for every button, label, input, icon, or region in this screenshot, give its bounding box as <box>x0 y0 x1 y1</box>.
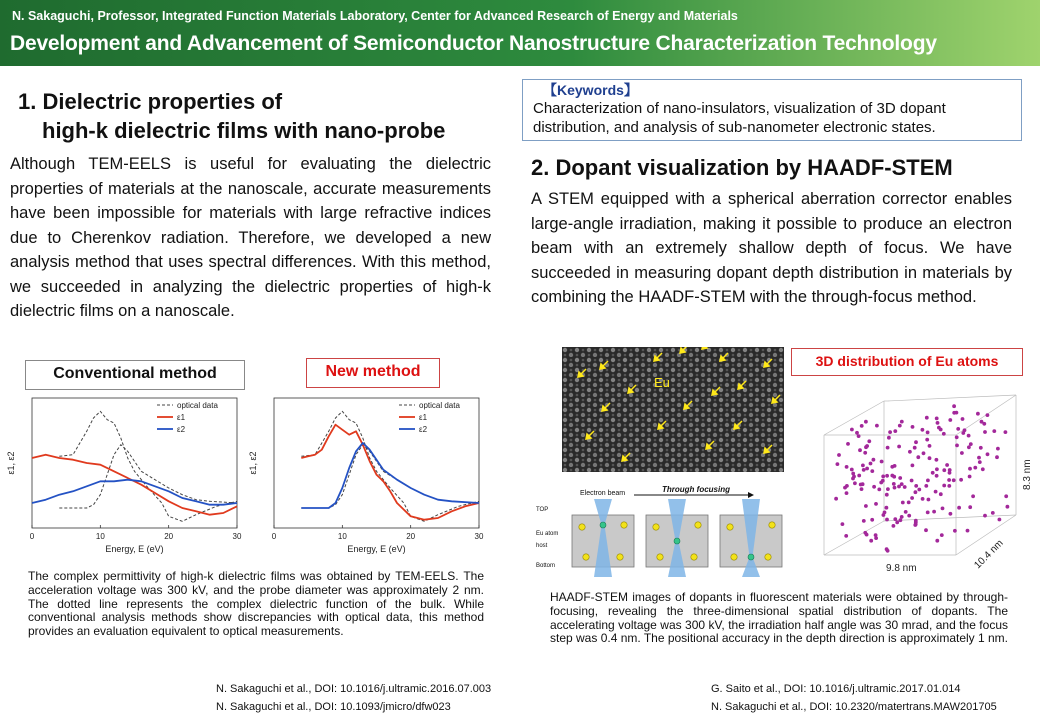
through-focusing-schematic <box>536 485 786 580</box>
eu-atom-point <box>892 475 896 479</box>
eu-atom-point <box>882 513 886 517</box>
eu-atom-point <box>908 450 912 454</box>
eu-atom-point <box>862 468 866 472</box>
eu-atom-point <box>955 444 959 448</box>
eu-atom-point <box>952 478 956 482</box>
eu-atom-point <box>844 534 848 538</box>
eu-atom-point <box>885 493 889 497</box>
x-tick-label: 30 <box>232 532 242 541</box>
eu-atom-point <box>874 502 878 506</box>
eu-atom <box>748 554 754 560</box>
eu-atom-point <box>980 420 984 424</box>
eu-atom-point <box>860 487 864 491</box>
eu-atom-point <box>948 471 952 475</box>
eu-atom-point <box>925 438 929 442</box>
header-banner <box>0 0 1040 66</box>
eu-atom-point <box>935 417 939 421</box>
eu-atom-point <box>870 469 874 473</box>
eu-atom-point <box>936 421 940 425</box>
eu-atom-point <box>935 474 939 478</box>
eu-atom-point <box>864 420 868 424</box>
eu-atom-point <box>845 491 849 495</box>
host-atom <box>653 524 659 530</box>
x-tick-label: 30 <box>474 532 484 541</box>
eu-atom-point <box>865 467 869 471</box>
eu-atom-point <box>907 514 911 518</box>
series-line-optical-data <box>301 445 479 508</box>
eu-atom-point <box>976 412 980 416</box>
eu-atom-point <box>857 434 861 438</box>
eu-atom-point <box>867 439 871 443</box>
eu-atom-point <box>914 484 918 488</box>
eu-atom-point <box>885 474 889 478</box>
x-tick-label: 20 <box>406 532 416 541</box>
eu-atom-point <box>885 518 889 522</box>
eu-atom-point <box>922 451 926 455</box>
series-line-epsilon1 <box>32 455 237 515</box>
eu-atom-point <box>932 510 936 514</box>
keywords-body: Characterization of nano-insulators, visualization of 3D dopant distribution, and analysis of sub-nanometer electronic states. <box>533 100 946 136</box>
eu-atom-point <box>897 485 901 489</box>
section2-heading: 2. Dopant visualization by HAADF-STEM <box>531 155 953 180</box>
x-tick-label: 0 <box>271 532 277 541</box>
eu-atom-point <box>934 490 938 494</box>
eu-atom-point <box>885 506 889 510</box>
host-atom <box>769 522 775 528</box>
eu-atom <box>674 538 680 544</box>
eu-atom-point <box>983 514 987 518</box>
eu-atom-point <box>862 519 866 523</box>
eu-atom-point <box>978 460 982 464</box>
eu-atom-point <box>928 444 932 448</box>
section1-heading-line1: 1. Dielectric properties of <box>18 89 283 114</box>
eu-atom-point <box>861 482 865 486</box>
keywords-box <box>522 79 1022 141</box>
eu-atom-point <box>955 435 959 439</box>
eu-atom-point <box>879 481 883 485</box>
eu-atom-point <box>995 455 999 459</box>
eu-atom-point <box>957 506 961 510</box>
eu-atom-point <box>926 479 930 483</box>
eu-atom-point <box>893 464 897 468</box>
eu-atom-point <box>892 524 896 528</box>
eu-atom-point <box>901 501 905 505</box>
eu-atom-point <box>836 462 840 466</box>
eu-atom-point <box>986 452 990 456</box>
eu-atom-point <box>887 436 891 440</box>
eu-atom-point <box>886 446 890 450</box>
host-atom <box>727 524 733 530</box>
eu-atom-point <box>864 445 868 449</box>
legend-entry: ε2 <box>177 425 186 434</box>
schematic-bottom-label: Bottom <box>536 563 556 569</box>
eu-atom-point <box>861 464 865 468</box>
series-line-epsilon1 <box>301 425 479 520</box>
section1-ref1: N. Sakaguchi et al., DOI: 10.1016/j.ultramic.2016.07.003 <box>216 683 492 695</box>
x-tick-label: 10 <box>95 532 105 541</box>
label-conventional-method: Conventional method <box>25 360 245 390</box>
eu-atom-point <box>880 460 884 464</box>
eu-atom-point <box>853 481 857 485</box>
schematic-through-focusing-label: Through focusing <box>662 485 730 494</box>
eu-atom-point <box>855 431 859 435</box>
eu-atom-point <box>963 428 967 432</box>
axis-label-y: 10.4 nm <box>972 537 1006 572</box>
keywords-title: 【Keywords】 <box>543 82 638 98</box>
chart-3d-eu-distribution <box>808 385 1040 577</box>
eu-atom-point <box>911 464 915 468</box>
eu-atom-point <box>947 478 951 482</box>
dopant-arrow-head <box>702 347 707 349</box>
host-atom <box>579 524 585 530</box>
eu-atom-point <box>1006 505 1010 509</box>
eu-atom-point <box>924 484 928 488</box>
plot-frame <box>32 398 237 528</box>
eu-atom-point <box>899 518 903 522</box>
cube-edge <box>824 401 884 435</box>
eu-atom-point <box>872 458 876 462</box>
eu-atom-point <box>935 458 939 462</box>
stem-eu-label: Eu <box>654 375 670 390</box>
eu-atom-point <box>860 424 864 428</box>
series-line-optical-data <box>301 411 479 521</box>
host-atom <box>731 554 737 560</box>
host-atom <box>657 554 663 560</box>
host-atom <box>617 554 623 560</box>
eu-atom-point <box>945 463 949 467</box>
header-subtitle: N. Sakaguchi, Professor, Integrated Function Materials Laboratory, Center for Advanced Research of Energy and Materials <box>12 9 738 23</box>
eu-atom-point <box>858 448 862 452</box>
series-line-epsilon2 <box>301 443 479 508</box>
eu-atom-point <box>935 539 939 543</box>
chart-conventional <box>2 392 247 562</box>
cube-edge <box>884 515 1016 521</box>
section1-heading-line2: high-k dielectric films with nano-probe <box>42 118 446 143</box>
eu-atom-point <box>942 468 946 472</box>
label-new-method: New method <box>306 358 440 388</box>
eu-atom-point <box>837 453 841 457</box>
eu-atom-point <box>863 531 867 535</box>
eu-atom-point <box>917 488 921 492</box>
eu-atom-point <box>991 511 995 515</box>
eu-atom-point <box>1004 430 1008 434</box>
eu-atom-point <box>845 484 849 488</box>
eu-atom-point <box>846 442 850 446</box>
eu-atom-point <box>910 479 914 483</box>
eu-atom-point <box>1004 494 1008 498</box>
eu-atom-point <box>834 497 838 501</box>
eu-atom-point <box>928 456 932 460</box>
eu-atom-point <box>971 494 975 498</box>
eu-atom-point <box>961 417 965 421</box>
eu-atom-point <box>968 475 972 479</box>
x-axis-label: Energy, E (eV) <box>105 544 164 554</box>
eu-atom-point <box>981 467 985 471</box>
cube-edge <box>888 395 1016 401</box>
eu-atom-point <box>893 429 897 433</box>
eu-atom-point <box>886 487 890 491</box>
section1-body: Although TEM-EELS is useful for evaluating the dielectric properties of materials at the nanoscale, accurate measurements have been impossible for materials with large refractive indices due to Cherenkov radiation. Therefore, we developed a new analysis method that uses spectral differences. With this method, we succeeded in analyzing the dielectric properties of high-k dielectric films on a nanoscale. <box>10 155 491 320</box>
eu-atom-point <box>863 451 867 455</box>
eu-atom-point <box>910 496 914 500</box>
axis-label-z: 8.3 nm <box>1022 459 1033 490</box>
eu-atom-point <box>874 533 878 537</box>
axis-label-x: 9.8 nm <box>886 563 917 574</box>
eu-atom-point <box>952 411 956 415</box>
legend-entry: ε1 <box>177 413 186 422</box>
eu-atom-point <box>926 511 930 515</box>
eu-atom-point <box>921 497 925 501</box>
schematic-eu-atom-label: Eu atom <box>536 531 559 537</box>
series-line-optical-data <box>59 445 237 508</box>
eu-atom-point <box>986 413 990 417</box>
section2-ref1: G. Saito et al., DOI: 10.1016/j.ultramic.2017.01.014 <box>711 683 961 695</box>
eu-atom-point <box>942 432 946 436</box>
eu-atom-point <box>952 404 956 408</box>
eu-atom-point <box>979 446 983 450</box>
eu-atom-point <box>947 484 951 488</box>
eu-atom-point <box>872 485 876 489</box>
eu-atom-point <box>969 442 973 446</box>
host-atom <box>621 522 627 528</box>
eu-atom-point <box>841 522 845 526</box>
eu-atom-point <box>893 486 897 490</box>
legend-entry: ε1 <box>419 413 428 422</box>
eu-atom-point <box>983 430 987 434</box>
eu-atom-point <box>960 451 964 455</box>
x-axis-label: Energy, E (eV) <box>347 544 406 554</box>
eu-atom-point <box>898 476 902 480</box>
section2-body: A STEM equipped with a spherical aberration corrector enables large-angle irradiation, making it possible to produce an electron beam with an extremely shallow depth of focus. We have succeeded in measuring dopant depth distribution in materials by combining the HAADF-STEM with the through-focus method. <box>531 190 1012 306</box>
eu-atom-point <box>927 498 931 502</box>
eu-atom-point <box>916 455 920 459</box>
eu-atom-point <box>973 466 977 470</box>
eu-atom-point <box>881 475 885 479</box>
eu-atom-point <box>850 428 854 432</box>
eu-atom-point <box>892 482 896 486</box>
eu-atom-point <box>870 518 874 522</box>
eu-atom-point <box>931 471 935 475</box>
eu-atom-point <box>953 529 957 533</box>
eu-atom-point <box>893 517 897 521</box>
eu-atom-point <box>967 434 971 438</box>
eu-atom-point <box>888 430 892 434</box>
eu-atom-point <box>977 456 981 460</box>
eu-atom-point <box>914 440 918 444</box>
eu-atom-point <box>845 465 849 469</box>
eu-atom-point <box>921 428 925 432</box>
eu-atom-point <box>869 462 873 466</box>
y-axis-label: ε1, ε2 <box>248 451 258 475</box>
chart-new-method <box>244 392 489 562</box>
eu-atom-point <box>885 547 889 551</box>
eu-atom-point <box>877 488 881 492</box>
section1-ref2: N. Sakaguchi et al., DOI: 10.1093/jmicro/dfw023 <box>216 701 451 713</box>
eu-atom-point <box>875 424 879 428</box>
schematic-electron-beam-label: Electron beam <box>580 490 626 497</box>
eu-atom-point <box>948 418 952 422</box>
section1-caption: The complex permittivity of high-k dielectric films was obtained by TEM-EELS. The acceleration voltage was 300 kV, and the probe diameter was approximately 2 nm. The dotted line represents the complex dielectric function of the bulk. While conventional analysis methods show discrepancies with optical data, this method provides an evaluation equivalent to optical measurements. <box>28 569 484 639</box>
eu-atom-point <box>900 420 904 424</box>
eu-atom-point <box>937 426 941 430</box>
eu-atom-point <box>895 521 899 525</box>
eu-atom-point <box>959 478 963 482</box>
section2-ref2: N. Sakaguchi et al., DOI: 10.2320/matertrans.MAW201705 <box>711 701 997 713</box>
eu-atom-point <box>914 520 918 524</box>
legend-entry: optical data <box>177 401 218 410</box>
eu-atom-point <box>956 427 960 431</box>
x-tick-label: 0 <box>29 532 35 541</box>
eu-atom-point <box>940 533 944 537</box>
schematic-host-label: host <box>536 543 548 549</box>
eu-atom-point <box>869 539 873 543</box>
eu-atom-point <box>942 484 946 488</box>
x-tick-label: 20 <box>164 532 174 541</box>
label-3d-distribution: 3D distribution of Eu atoms <box>791 348 1023 376</box>
schematic-top-label: TOP <box>536 507 549 513</box>
eu-atom-point <box>926 431 930 435</box>
eu-atom-point <box>913 446 917 450</box>
eu-atom-point <box>850 468 854 472</box>
eu-atom-point <box>939 492 943 496</box>
eu-atom-point <box>968 505 972 509</box>
eu-atom-point <box>924 528 928 532</box>
host-atom <box>691 554 697 560</box>
eu-atom-point <box>967 445 971 449</box>
host-atom <box>583 554 589 560</box>
eu-atom-point <box>996 447 1000 451</box>
eu-atom-point <box>992 429 996 433</box>
eu-atom-point <box>935 467 939 471</box>
header-title: Development and Advancement of Semiconductor Nanostructure Characterization Technology <box>10 32 937 55</box>
haadf-stem-image <box>562 347 784 472</box>
legend-entry: ε2 <box>419 425 428 434</box>
eu-atom-point <box>904 510 908 514</box>
eu-atom-point <box>907 501 911 505</box>
eu-atom-point <box>925 416 929 420</box>
eu-atom-point <box>864 504 868 508</box>
eu-atom-point <box>852 475 856 479</box>
eu-atom-point <box>911 425 915 429</box>
eu-atom-point <box>966 529 970 533</box>
eu-atom-point <box>897 445 901 449</box>
section2-caption: HAADF-STEM images of dopants in fluorescent materials were obtained by through-focusing, revealing the three-dimensional spatial distribution of dopants. The accelerating voltage was 300 kV, the irradiation half angle was 30 mrad, and the focus step was 0.4 nm. The positional accuracy in the depth direction is approximately 1 nm. <box>550 590 1009 646</box>
eu-atom-point <box>898 424 902 428</box>
eu-atom-point <box>941 507 945 511</box>
eu-atom-point <box>949 512 953 516</box>
eu-atom-point <box>903 485 907 489</box>
eu-atom-point <box>857 474 861 478</box>
legend-entry: optical data <box>419 401 460 410</box>
y-axis-label: ε1, ε2 <box>6 451 16 475</box>
eu-atom <box>600 522 606 528</box>
x-tick-label: 10 <box>337 532 347 541</box>
eu-atom-point <box>968 467 972 471</box>
eu-atom-point <box>998 518 1002 522</box>
eu-atom-point <box>914 490 918 494</box>
eu-atom-point <box>900 515 904 519</box>
host-atom <box>765 554 771 560</box>
host-atom <box>695 522 701 528</box>
